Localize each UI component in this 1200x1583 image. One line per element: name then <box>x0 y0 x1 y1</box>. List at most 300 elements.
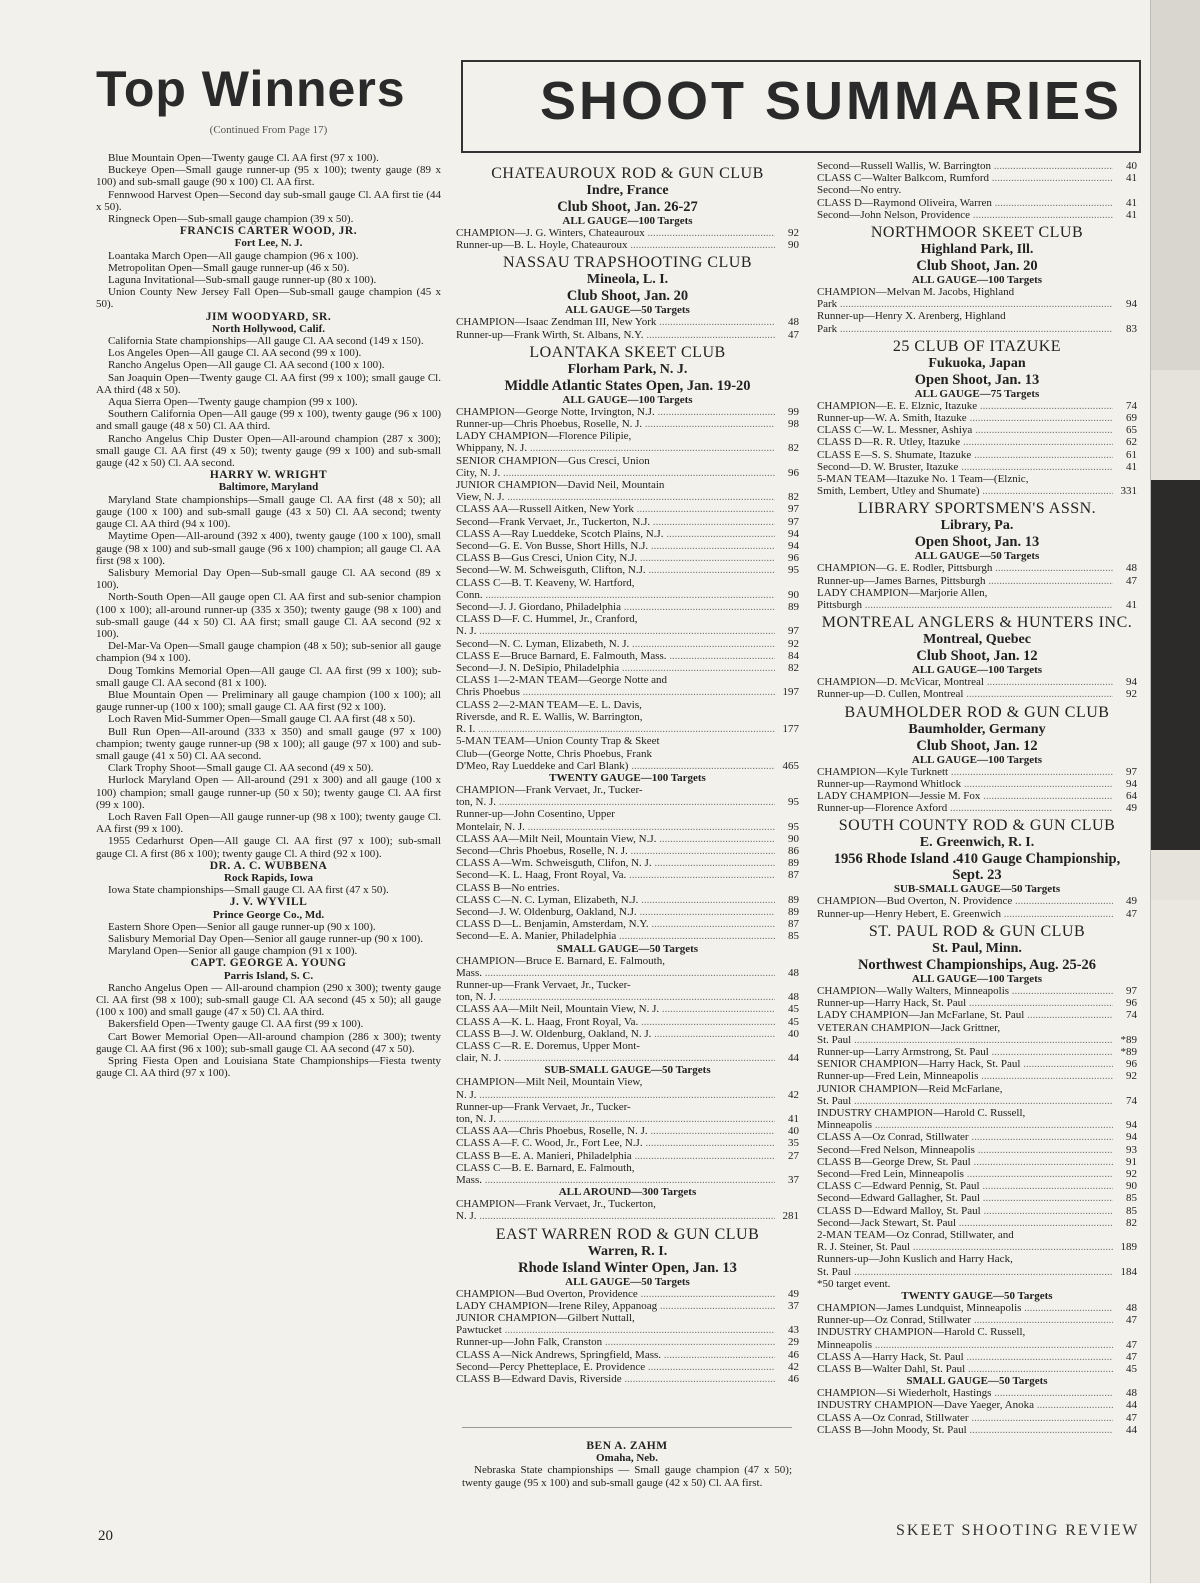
result-line: CHAMPION—Melvan M. Jacobs, Highland <box>817 286 1015 299</box>
result-score: 82 <box>788 491 799 504</box>
result-name: Second—W. M. Schweisguth, Clifton, N.J. ..... <box>456 564 775 576</box>
result-score: 45 <box>788 1003 799 1016</box>
result-row <box>817 790 1137 802</box>
result-line: Second—No entry. <box>817 184 902 197</box>
result-name: CLASS D—L. Benjamin, Amsterdam, N.Y. ..... <box>456 918 775 930</box>
result-score: 43 <box>788 1324 799 1337</box>
result-score: 48 <box>1126 1387 1137 1400</box>
result-row <box>817 1217 1137 1229</box>
result-row <box>817 1205 1137 1217</box>
result-score: 90 <box>788 832 799 845</box>
result-score: 87 <box>788 869 799 882</box>
result-row <box>456 918 799 930</box>
result-row <box>456 650 799 662</box>
result-row <box>456 1324 799 1336</box>
result-name: CLASS C—W. L. Messner, Ashiya ..... <box>817 424 1113 436</box>
result-row <box>817 1180 1137 1192</box>
result-row <box>456 845 799 857</box>
result-line: CHAMPION—Bruce E. Barnard, E. Falmouth, <box>456 954 665 967</box>
result-score: 184 <box>1120 1265 1137 1278</box>
result-name: CHAMPION—Isaac Zendman III, New York ..... <box>456 316 775 328</box>
result-name: CLASS AA—Chris Phoebus, Roselle, N. J. ..... <box>456 1125 775 1137</box>
result-name: R. J. Steiner, St. Paul ..... <box>817 1241 1113 1253</box>
result-row <box>456 1288 799 1300</box>
result-score: 94 <box>1126 1131 1137 1144</box>
result-score: 69 <box>1126 412 1137 425</box>
result-name: ton, N. J. ..... <box>456 1113 775 1125</box>
result-score: 95 <box>788 564 799 577</box>
result-row <box>817 575 1137 587</box>
gauge-heading: TWENTY GAUGE—50 Targets <box>901 1289 1053 1302</box>
event-title: Club Shoot, Jan. 20 <box>566 288 689 305</box>
result-row <box>456 1300 799 1312</box>
club-location: E. Greenwich, R. I. <box>919 835 1035 851</box>
result-score: 97 <box>1126 765 1137 778</box>
winner-paragraph: Clark Trophy Shoot—Small gauge Cl. AA second (49 x 50). <box>108 762 374 775</box>
result-score: 94 <box>788 527 799 540</box>
result-row <box>817 298 1137 310</box>
result-score: 40 <box>788 1125 799 1138</box>
gauge-heading: ALL GAUGE—100 Targets <box>911 664 1043 677</box>
result-name: CLASS B—John Moody, St. Paul ..... <box>817 1424 1113 1436</box>
result-score: 87 <box>788 918 799 931</box>
result-score: 96 <box>788 552 799 565</box>
winner-paragraph: Maytime Open—All-around (392 x 400), twenty gauge (100 x 100), small gauge (98 x 100) and sub-small gauge (96 x 100) champion; all gauge Cl. AA first (98 x 100). <box>96 530 441 567</box>
result-name: LADY CHAMPION—Irene Riley, Appanoag ..... <box>456 1300 775 1312</box>
result-score: 74 <box>1126 1009 1137 1022</box>
result-name: CLASS D—Edward Malloy, St. Paul ..... <box>817 1205 1113 1217</box>
result-row <box>817 997 1137 1009</box>
top-winners-title: Top Winners <box>96 61 406 117</box>
result-score: 47 <box>1126 1338 1137 1351</box>
result-name: Runner-up—W. A. Smith, Itazuke ..... <box>817 412 1113 424</box>
club-location: Indre, France <box>586 183 669 198</box>
result-line: 5-MAN TEAM—Itazuke No. 1 Team—(Elznic, <box>817 473 1029 486</box>
result-row <box>456 930 799 942</box>
event-title: Club Shoot, Jan. 26-27 <box>557 199 698 215</box>
result-score: 61 <box>1126 448 1137 461</box>
result-score: 46 <box>788 1373 799 1386</box>
shooter-location: Prince George Co., Md. <box>212 908 325 921</box>
result-line: CLASS C—R. E. Doremus, Upper Mont- <box>456 1039 640 1052</box>
result-row <box>817 688 1137 700</box>
result-name: R. I. ..... <box>456 723 775 735</box>
club-location: Fukuoka, Japan <box>928 355 1026 371</box>
result-name: Second—Fred Nelson, Minneapolis ..... <box>817 1144 1113 1156</box>
result-score: 45 <box>788 1015 799 1028</box>
result-score: 281 <box>782 1210 799 1223</box>
result-score: 331 <box>1120 485 1137 498</box>
result-score: 49 <box>1126 802 1137 815</box>
result-row <box>817 1387 1137 1399</box>
winner-paragraph: Loch Raven Fall Open—All gauge runner-up (98 x 100); twenty gauge Cl. AA first (99 x 100). <box>96 810 441 836</box>
result-score: 42 <box>788 1360 799 1373</box>
result-row <box>456 625 799 637</box>
winner-paragraph: Maryland Open—Senior all gauge champion (91 x 100). <box>108 945 358 958</box>
shooter-location: Omaha, Neb. <box>595 1452 659 1465</box>
result-row <box>456 528 799 540</box>
result-name: Whippany, N. J. ..... <box>456 442 775 454</box>
result-score: 92 <box>788 227 799 239</box>
shooter-location: Fort Lee, N. J. <box>234 237 303 250</box>
club-name: CHATEAUROUX ROD & GUN CLUB <box>491 165 764 182</box>
result-name: SENIOR CHAMPION—Harry Hack, St. Paul ..... <box>817 1058 1113 1070</box>
result-name: CLASS D—R. R. Utley, Itazuke ..... <box>817 436 1113 448</box>
result-row <box>817 1070 1137 1082</box>
result-score: 89 <box>788 601 799 614</box>
result-score: 85 <box>1126 1192 1137 1205</box>
event-title: Club Shoot, Jan. 12 <box>916 737 1038 754</box>
result-row <box>817 1351 1137 1363</box>
gauge-heading: TWENTY GAUGE—100 Targets <box>549 771 706 784</box>
result-score: 65 <box>1126 424 1137 437</box>
result-row <box>817 1424 1137 1436</box>
result-line: CHAMPION—Milt Neil, Mountain View, <box>456 1076 643 1089</box>
club-location: Mineola, L. I. <box>586 272 669 288</box>
result-name: Smith, Lembert, Utley and Shumate) ..... <box>817 485 1113 497</box>
result-score: 92 <box>1126 1167 1137 1180</box>
result-score: 84 <box>788 649 799 662</box>
result-score: 47 <box>1126 1314 1137 1327</box>
result-row <box>817 172 1137 184</box>
club-name: LIBRARY SPORTSMEN'S ASSN. <box>857 500 1097 518</box>
result-row <box>817 1168 1137 1180</box>
result-row <box>456 1028 799 1040</box>
winner-paragraph: Loantaka March Open—All gauge champion (96 x 100). <box>108 249 359 262</box>
result-name: CHAMPION—D. McVicar, Montreal ..... <box>817 676 1113 688</box>
result-row <box>456 601 799 613</box>
result-score: 74 <box>1126 1094 1137 1107</box>
result-line: Runner-up—Frank Vervaet, Jr., Tucker- <box>456 1100 631 1113</box>
result-line: LADY CHAMPION—Marjorie Allen, <box>817 586 988 599</box>
result-row <box>456 796 799 808</box>
result-name: CLASS B—Walter Dahl, St. Paul ..... <box>817 1363 1113 1375</box>
shooter-name: J. V. WYVILL <box>229 896 308 909</box>
club-name: LOANTAKA SKEET CLUB <box>529 343 726 361</box>
winner-paragraph: Hurlock Maryland Open — All-around (291 x 300) and all gauge (100 x 100) champion; small gauge runner-up (50 x 50); twenty gauge Cl. AA first (99 x 100). <box>96 774 441 811</box>
result-score: 95 <box>788 820 799 833</box>
result-row <box>817 1131 1137 1143</box>
result-score: 45 <box>1126 1362 1137 1375</box>
result-score: 82 <box>1126 1216 1137 1229</box>
result-row <box>817 1144 1137 1156</box>
result-row <box>817 1034 1137 1046</box>
result-row <box>456 1125 799 1137</box>
gauge-heading: ALL GAUGE—75 Targets <box>914 387 1040 400</box>
result-name: CLASS A—Ray Lueddeke, Scotch Plains, N.J. ..... <box>456 528 775 540</box>
result-score: 37 <box>788 1299 799 1312</box>
winner-paragraph: Ringneck Open—Sub-small gauge champion (39 x 50). <box>108 213 354 226</box>
result-name: Chris Phoebus ..... <box>456 686 775 698</box>
result-row <box>456 552 799 564</box>
result-name: CHAMPION—Wally Walters, Minneapolis ..... <box>817 985 1113 997</box>
result-score: 465 <box>782 759 799 772</box>
result-score: 92 <box>788 637 799 650</box>
result-name: Runner-up—Larry Armstrong, St. Paul ..... <box>817 1046 1113 1058</box>
result-score: 49 <box>788 1287 799 1300</box>
result-row <box>456 760 799 772</box>
result-row <box>456 491 799 503</box>
result-row <box>456 564 799 576</box>
result-score: 96 <box>1126 997 1137 1010</box>
winner-paragraph: Buckeye Open—Small gauge runner-up (95 x 100); twenty gauge (89 x 100) and sub-small gauge (90 x 100) Cl. AA first. <box>96 164 441 189</box>
result-name: CHAMPION—G. E. Rodler, Pittsburgh ..... <box>817 562 1113 574</box>
result-name: View, N. J. ..... <box>456 491 775 503</box>
result-name: Second—Russell Wallis, W. Barrington ..... <box>817 160 1113 172</box>
club-name: MONTREAL ANGLERS & HUNTERS INC. <box>821 614 1133 632</box>
gauge-heading: ALL GAUGE—100 Targets <box>911 753 1043 766</box>
result-score: 90 <box>1126 1180 1137 1193</box>
club-location: Baumholder, Germany <box>908 721 1046 737</box>
result-name: CHAMPION—George Notte, Irvington, N.J. ..... <box>456 406 775 418</box>
winner-paragraph: Blue Mountain Open — Preliminary all gauge champion (100 x 100); all gauge runner-up (100 x 100); small gauge Cl. AA first (92 x 100). <box>96 688 441 714</box>
result-row <box>456 857 799 869</box>
result-name: Second—Chris Phoebus, Roselle, N. J. ..... <box>456 845 775 857</box>
result-name: CLASS D—Raymond Oliveira, Warren ..... <box>817 197 1113 209</box>
result-score: 94 <box>1126 298 1137 311</box>
top-winners-column <box>96 152 441 1079</box>
result-name: CLASS B—J. W. Oldenburg, Oakland, N. J. ..... <box>456 1028 775 1040</box>
result-row <box>817 436 1137 448</box>
result-score: 29 <box>788 1336 799 1349</box>
result-name: N. J. ..... <box>456 625 775 637</box>
result-row <box>817 400 1137 412</box>
club-name: ST. PAUL ROD & GUN CLUB <box>868 922 1086 940</box>
club-name: NASSAU TRAPSHOOTING CLUB <box>502 254 753 272</box>
result-line: CHAMPION—Frank Vervaet, Jr., Tuckerton, <box>456 1198 656 1211</box>
winner-paragraph: Rancho Angelus Chip Duster Open—All-around champion (287 x 300); small gauge Cl. AA first (49 x 50); twenty gauge (99 x 100) and sub-small gauge (42 x 50) Cl. AA second. <box>96 432 441 470</box>
result-score: 48 <box>1126 562 1137 575</box>
result-name: CLASS A—Oz Conrad, Stillwater ..... <box>817 1131 1113 1143</box>
winner-paragraph: Nebraska State championships — Small gauge champion (47 x 50); twenty gauge (95 x 100) and sub-small gauge (42 x 50) Cl. AA first. <box>462 1464 792 1489</box>
result-name: Runner-up—Chris Phoebus, Roselle, N. J. ..... <box>456 418 775 430</box>
result-row <box>456 906 799 918</box>
result-score: 47 <box>788 328 799 341</box>
winner-paragraph: Del-Mar-Va Open—Small gauge champion (48 x 50); sub-senior all gauge champion (94 x 100). <box>96 640 441 665</box>
club-location: Library, Pa. <box>940 518 1014 534</box>
result-name: CLASS B—Edward Davis, Riverside ..... <box>456 1373 775 1385</box>
result-row <box>817 1412 1137 1424</box>
result-name: CLASS C—N. C. Lyman, Elizabeth, N.J. ..... <box>456 894 775 906</box>
result-name: Runner-up—Raymond Whitlock ..... <box>817 778 1113 790</box>
result-name: Second—Jack Stewart, St. Paul ..... <box>817 1217 1113 1229</box>
result-line: JUNIOR CHAMPION—Gilbert Nuttall, <box>456 1312 635 1325</box>
winner-paragraph: Spring Fiesta Open and Louisiana State Championships—Fiesta twenty gauge Cl. AA third (97 x 100). <box>96 1055 441 1080</box>
result-score: 82 <box>788 442 799 455</box>
event-title: Northwest Championships, Aug. 25-26 <box>857 956 1097 973</box>
result-name: CHAMPION—Bud Overton, N. Providence ..... <box>817 895 1113 907</box>
result-row <box>456 227 799 239</box>
result-score: 97 <box>1126 984 1137 997</box>
result-score: 97 <box>788 625 799 638</box>
result-score: 41 <box>1126 172 1137 185</box>
result-score: 95 <box>788 796 799 809</box>
result-line: LADY CHAMPION—Florence Pilipie, <box>456 430 632 443</box>
result-name: CLASS A—F. C. Wood, Jr., Fort Lee, N.J. ..... <box>456 1137 775 1149</box>
winner-paragraph: Iowa State championships—Small gauge Cl. AA first (47 x 50). <box>108 884 389 897</box>
shoot-summaries-column-1 <box>456 162 799 1385</box>
club-name: 25 CLUB OF ITAZUKE <box>892 337 1062 355</box>
result-name: Minneapolis ..... <box>817 1119 1113 1131</box>
winner-paragraph: Metropolitan Open—Small gauge runner-up (46 x 50). <box>108 261 350 274</box>
result-score: 93 <box>1126 1143 1137 1156</box>
result-row <box>456 638 799 650</box>
result-row <box>456 1003 799 1015</box>
result-name: clair, N. J. ..... <box>456 1052 775 1064</box>
result-name: CLASS A—Wm. Schweisguth, Clifon, N. J. ..... <box>456 857 775 869</box>
result-row <box>456 503 799 515</box>
result-line: Runner-up—John Cosentino, Upper <box>456 808 615 821</box>
result-row <box>817 424 1137 436</box>
result-row <box>817 1339 1137 1351</box>
result-name: Park ..... <box>817 323 1113 335</box>
result-name: CLASS C—Edward Pennig, St. Paul ..... <box>817 1180 1113 1192</box>
result-line: CLASS B—No entries. <box>456 881 560 894</box>
result-row <box>817 1046 1137 1058</box>
result-line: CLASS 1—2-MAN TEAM—George Notte and <box>456 674 668 687</box>
result-score: 90 <box>788 239 799 252</box>
result-score: 47 <box>1126 574 1137 587</box>
shoot-summaries-column-2 <box>817 160 1137 1436</box>
result-line: Runner-up—Henry X. Arenberg, Highland <box>817 310 1006 323</box>
result-name: St. Paul ..... <box>817 1034 1113 1046</box>
result-name: CLASS B—E. A. Manieri, Philadelphia ..... <box>456 1150 775 1162</box>
result-row <box>456 589 799 601</box>
result-name: Second—G. E. Von Busse, Short Hills, N.J. ..... <box>456 540 775 552</box>
result-name: CHAMPION—Si Wiederholt, Hastings ..... <box>817 1387 1113 1399</box>
result-row <box>817 766 1137 778</box>
result-score: 189 <box>1120 1241 1137 1254</box>
result-score: 41 <box>788 1112 799 1125</box>
result-name: CLASS A—Nick Andrews, Springfield, Mass. ..... <box>456 1349 775 1361</box>
result-row <box>456 1373 799 1385</box>
winner-paragraph: Aqua Sierra Open—Twenty gauge champion (99 x 100). <box>108 396 358 409</box>
page-number: 20 <box>98 1528 113 1544</box>
result-name: N. J. ..... <box>456 1089 775 1101</box>
result-row <box>456 1174 799 1186</box>
result-score: 91 <box>1126 1155 1137 1168</box>
magazine-footer: SKEET SHOOTING REVIEW <box>896 1522 1140 1539</box>
result-name: Mass. ..... <box>456 1174 775 1186</box>
result-row <box>817 599 1137 611</box>
gauge-heading: ALL AROUND—300 Targets <box>558 1186 697 1199</box>
result-name: Second—Frank Vervaet, Jr., Tuckerton, N.J. ..... <box>456 516 775 528</box>
result-name: Second—J. N. DeSipio, Philadelphia ..... <box>456 662 775 674</box>
result-line: CLASS C—B. E. Barnard, E. Falmouth, <box>456 1161 635 1174</box>
winner-paragraph: Salisbury Memorial Day Open—Senior all gauge runner-up (90 x 100). <box>108 933 424 945</box>
result-name: Second—K. L. Haag, Front Royal, Va. ..... <box>456 869 775 881</box>
winner-paragraph: North-South Open—All gauge open Cl. AA first and sub-senior champion (100 x 100); all-around runner-up (335 x 350); twenty gauge (98 x 100) and sub-small gauge (44 x 50) Cl. AA first; small gauge Cl. AA second (92 x 100). <box>96 591 441 640</box>
winner-paragraph: 1955 Cedarhurst Open—All gauge Cl. AA first (97 x 100); sub-small gauge Cl. A first (86 x 100); twenty gauge Cl. A third (92 x 100). <box>96 835 441 860</box>
result-score: 47 <box>1126 907 1137 920</box>
result-score: 41 <box>1126 208 1137 221</box>
result-name: ton, N. J. ..... <box>456 991 775 1003</box>
result-name: ton, N. J. ..... <box>456 796 775 808</box>
result-line: *50 target event. <box>817 1277 891 1290</box>
result-row <box>456 1089 799 1101</box>
result-score: 44 <box>1126 1423 1137 1436</box>
adjacent-page-photo <box>1151 480 1200 850</box>
gauge-heading: ALL GAUGE—100 Targets <box>911 972 1043 985</box>
result-line: CLASS 2—2-MAN TEAM—E. L. Davis, <box>456 698 642 711</box>
result-name: N. J. ..... <box>456 1210 775 1222</box>
gauge-heading: ALL GAUGE—100 Targets <box>911 274 1043 287</box>
result-line: SENIOR CHAMPION—Gus Cresci, Union <box>456 454 650 467</box>
result-score: 89 <box>788 893 799 906</box>
result-name: CLASS AA—Milt Neil, Mountain View, N. J. ..... <box>456 1003 775 1015</box>
result-line: VETERAN CHAMPION—Jack Grittner, <box>817 1021 1001 1034</box>
result-row <box>456 1336 799 1348</box>
result-score: 62 <box>1126 436 1137 449</box>
result-line: Runner-up—Frank Vervaet, Jr., Tucker- <box>456 978 631 991</box>
result-row <box>456 894 799 906</box>
winner-paragraph: Los Angeles Open—All gauge Cl. AA second (99 x 100). <box>108 347 362 360</box>
result-row <box>817 323 1137 335</box>
result-name: Runner-up—Frank Wirth, St. Albans, N.Y. ..... <box>456 329 775 341</box>
result-line: Club—(George Notte, Chris Phoebus, Frank <box>456 747 652 760</box>
result-name: CLASS B—George Drew, St. Paul ..... <box>817 1156 1113 1168</box>
event-title: Club Shoot, Jan. 20 <box>916 258 1038 275</box>
event-title: Rhode Island Winter Open, Jan. 13 <box>518 1259 737 1276</box>
result-score: *89 <box>1120 1045 1137 1058</box>
result-name: CLASS E—S. S. Shumate, Itazuke ..... <box>817 449 1113 461</box>
gauge-heading: ALL GAUGE—100 Targets <box>562 215 693 227</box>
result-row <box>456 967 799 979</box>
result-name: Runner-up—Oz Conrad, Stillwater ..... <box>817 1314 1113 1326</box>
result-name: Second—J. J. Giordano, Philadelphia ..... <box>456 601 775 613</box>
result-score: 86 <box>788 844 799 857</box>
gauge-heading: SUB-SMALL GAUGE—50 Targets <box>893 883 1061 896</box>
result-score: 85 <box>788 930 799 943</box>
club-name: BAUMHOLDER ROD & GUN CLUB <box>844 703 1110 721</box>
result-score: 48 <box>788 966 799 979</box>
result-name: Second—E. A. Manier, Philadelphia ..... <box>456 930 775 942</box>
result-row <box>817 1266 1137 1278</box>
result-row <box>817 485 1137 497</box>
result-line: Riversde, and R. E. Wallis, W. Barrington, <box>456 710 643 723</box>
shooter-location: Baltimore, Maryland <box>218 481 319 494</box>
shooter-name: BEN A. ZAHM <box>586 1440 668 1452</box>
result-row <box>456 833 799 845</box>
result-score: 96 <box>1126 1058 1137 1071</box>
result-score: 64 <box>1126 790 1137 803</box>
result-row <box>817 676 1137 688</box>
result-name: LADY CHAMPION—Jessie M. Fox ..... <box>817 790 1113 802</box>
result-row <box>817 1241 1137 1253</box>
result-score: 41 <box>1126 196 1137 209</box>
result-row <box>817 562 1137 574</box>
result-row <box>817 1095 1137 1107</box>
result-row <box>817 985 1137 997</box>
gauge-heading: ALL GAUGE—100 Targets <box>562 393 693 406</box>
result-name: CHAMPION—J. G. Winters, Chateauroux ..... <box>456 227 775 239</box>
result-row <box>817 1156 1137 1168</box>
result-name: Montelair, N. J. ..... <box>456 821 775 833</box>
result-name: CLASS C—Walter Balkcom, Rumford ..... <box>817 172 1113 184</box>
club-name: NORTHMOOR SKEET CLUB <box>870 224 1084 242</box>
result-name: Second—Fred Lein, Minneapolis ..... <box>817 1168 1113 1180</box>
result-name: CLASS E—Bruce Barnard, E. Falmouth, Mass. ..... <box>456 650 775 662</box>
result-score: 47 <box>1126 1350 1137 1363</box>
result-row <box>817 209 1137 221</box>
result-score: 82 <box>788 662 799 675</box>
result-row <box>456 1349 799 1361</box>
result-score: 99 <box>788 405 799 418</box>
result-name: St. Paul ..... <box>817 1266 1113 1278</box>
result-row <box>456 516 799 528</box>
result-score: 40 <box>788 1027 799 1040</box>
ben-zahm-entry <box>462 1440 792 1489</box>
